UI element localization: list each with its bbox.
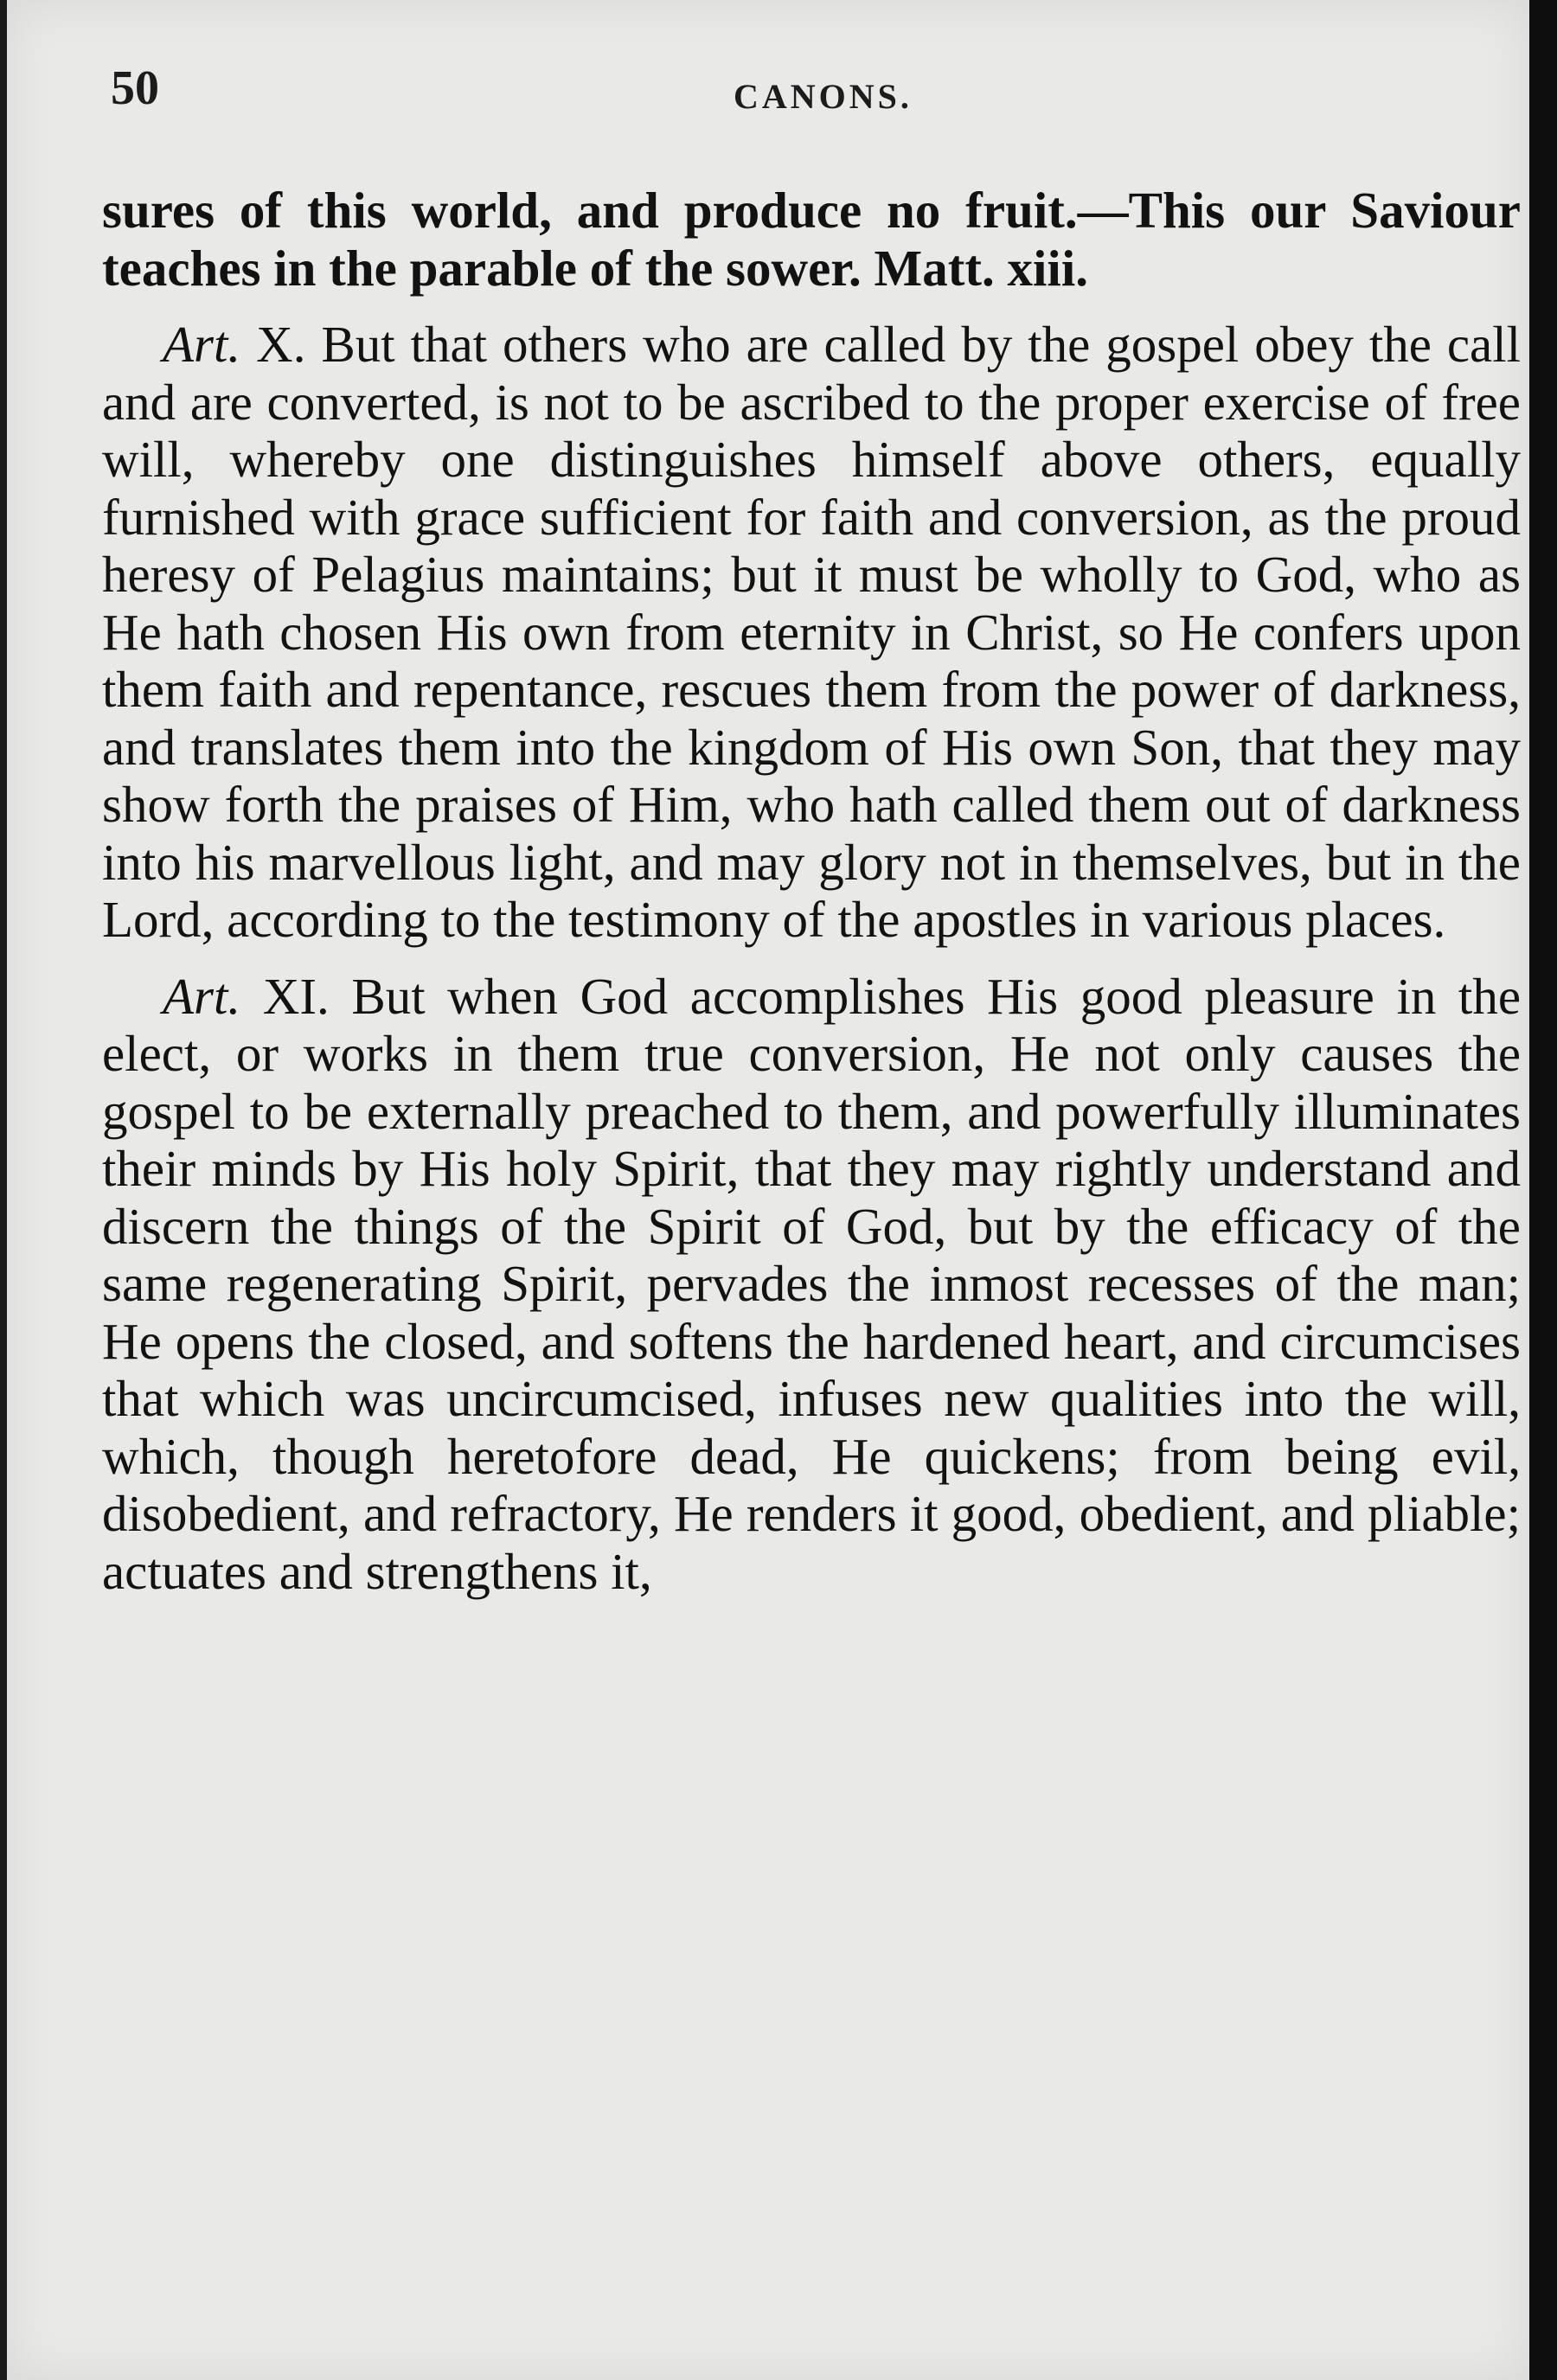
page-header	[111, 61, 1495, 130]
body-text	[102, 182, 1521, 1619]
scan-border	[1529, 0, 1557, 2380]
article-x-paragraph	[102, 316, 1521, 949]
article-number: X.	[256, 316, 306, 373]
article-text: But that others who are called by the gospel obey the call and are converted, is not to be ascribed to the proper exercise of free will, whereby one distinguishes himself above others, equally furnished with grace sufficient for faith and conversion, as the proud heresy of Pelagius maintains; but it must be wholly to God, who as He hath chosen His own from eternity in Christ, so He confers upon them faith and repentance, rescues them from the power of darkness, and translates them into the kingdom of His own Son, that they may show forth the praises of Him, who hath called them out of darkness into his marvellous light, and may glory not in themselves, but in the Lord, according to the testimony of the apostles in various places.	[102, 316, 1522, 948]
article-number: XI.	[262, 967, 330, 1025]
article-xi-paragraph	[102, 968, 1521, 1601]
running-head: CANONS.	[734, 77, 913, 116]
article-label: Art.	[163, 967, 241, 1025]
article-text: But when God accomplishes His good pleasure in the elect, or works in them true conversion, He not only causes the gospel to be externally preached to them, and powerfully illuminates their minds by His holy Spirit, that they may rightly understand and discern the things of the Spirit of God, but by the efficacy of the same regenerating Spirit, pervades the inmost recesses of the man; He opens the closed, and softens the hardened heart, and circumcises that which was uncircumcised, infuses new qualities into the will, which, though heretofore dead, He quickens; from being evil, disobedient, and refractory, He renders it good, obedient, and pliable; actuates and strengthens it,	[102, 967, 1522, 1600]
book-page	[7, 0, 1529, 2380]
article-label: Art.	[163, 316, 241, 373]
page-number: 50	[111, 61, 159, 115]
continuation-paragraph: sures of this world, and produce no fruit.—This our Saviour teaches in the parable of the sower. Matt. xiii.	[102, 182, 1521, 297]
